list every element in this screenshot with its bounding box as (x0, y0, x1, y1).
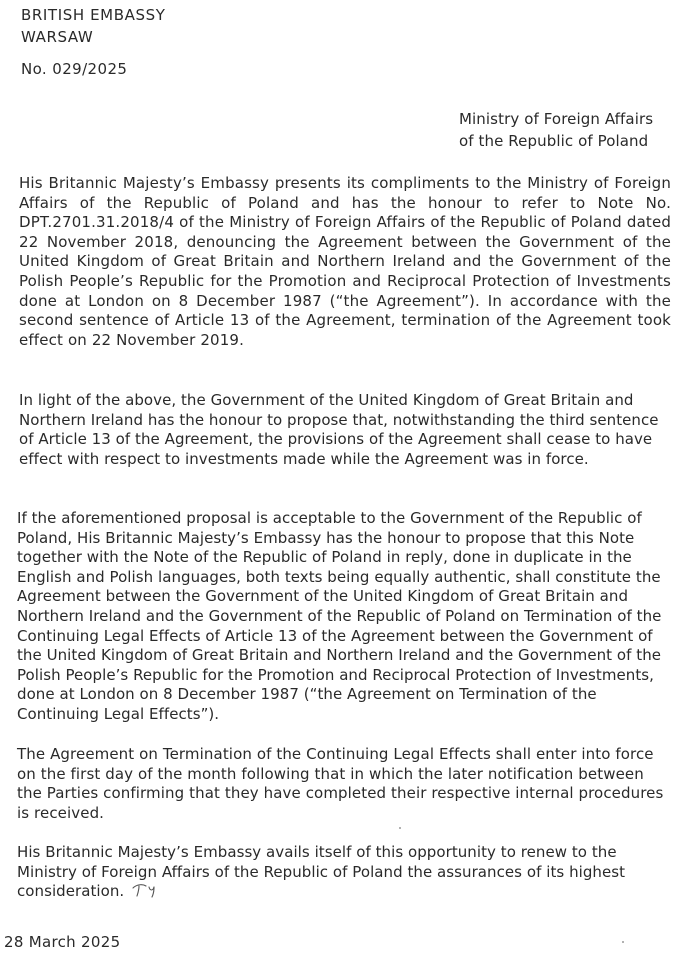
closing-text: His Britannic Majesty’s Embassy avails itself of this opportunity to renew to the Ministry of Foreign Affairs of the Republic of Poland the assurances of its highest consideration. (17, 843, 626, 901)
recipient-line-2: of the Republic of Poland (459, 132, 649, 150)
note-number: No. 029/2025 (21, 60, 128, 78)
sender-name: BRITISH EMBASSY (21, 6, 166, 24)
body-paragraph-4: The Agreement on Termination of the Continuing Legal Effects shall enter into force on the first day of the month following that in which the later notification between the Parties confirming that they have completed their respective internal procedures is received. (17, 745, 664, 822)
scan-speck (622, 941, 624, 943)
letterhead (21, 4, 165, 48)
body-paragraph-1: His Britannic Majesty’s Embassy presents its compliments to the Ministry of Foreign Affairs of the Republic of Poland and has the honour to refer to Note No. DPT.2701.31.2018/4 of the Ministry of Foreign Affairs of the Republic of Poland dated 22 November 2018, denouncing the Agreement between the Government of the United Kingdom of Great Britain and Northern Ireland and the Government of the Polish People’s Republic for the Promotion and Reciprocal Protection of Investments done at London on 8 December 1987 (“the Agreement”). In accordance with the second sentence of Article 13 of the Agreement, termination of the Agreement took effect on 22 November 2019. (19, 174, 671, 349)
signing-date: 28 March 2025 (4, 933, 121, 951)
recipient-address (459, 108, 653, 152)
sender-city: WARSAW (21, 28, 94, 46)
handwritten-initials-icon (130, 882, 160, 904)
body-paragraph-2: In light of the above, the Government of the United Kingdom of Great Britain and Northern Ireland has the honour to propose that, notwithstanding the third sentence of Article 13 of the Agreement, the provisions of the Agreement shall cease to have effect with respect to investments made while the Agreement was in force. (19, 391, 659, 468)
body-paragraph-3: If the aforementioned proposal is acceptable to the Government of the Republic of Poland, His Britannic Majesty’s Embassy has the honour to propose that this Note together with the Note of the Republic of Poland in reply, done in duplicate in the English and Polish languages, both texts being equally authentic, shall constitute the Agreement between the Government of the United Kingdom of Great Britain and Northern Ireland and the Government of the Republic of Poland on Termination of the Continuing Legal Effects of Article 13 of the Agreement between the Government of the United Kingdom of Great Britain and Northern Ireland and the Government of the Polish People’s Republic for the Promotion and Reciprocal Protection of Investments, done at London on 8 December 1987 (“the Agreement on Termination of the Continuing Legal Effects”). (17, 509, 662, 723)
recipient-line-1: Ministry of Foreign Affairs (459, 110, 654, 128)
scan-speck (399, 827, 401, 829)
body-paragraph-5 (17, 843, 671, 904)
